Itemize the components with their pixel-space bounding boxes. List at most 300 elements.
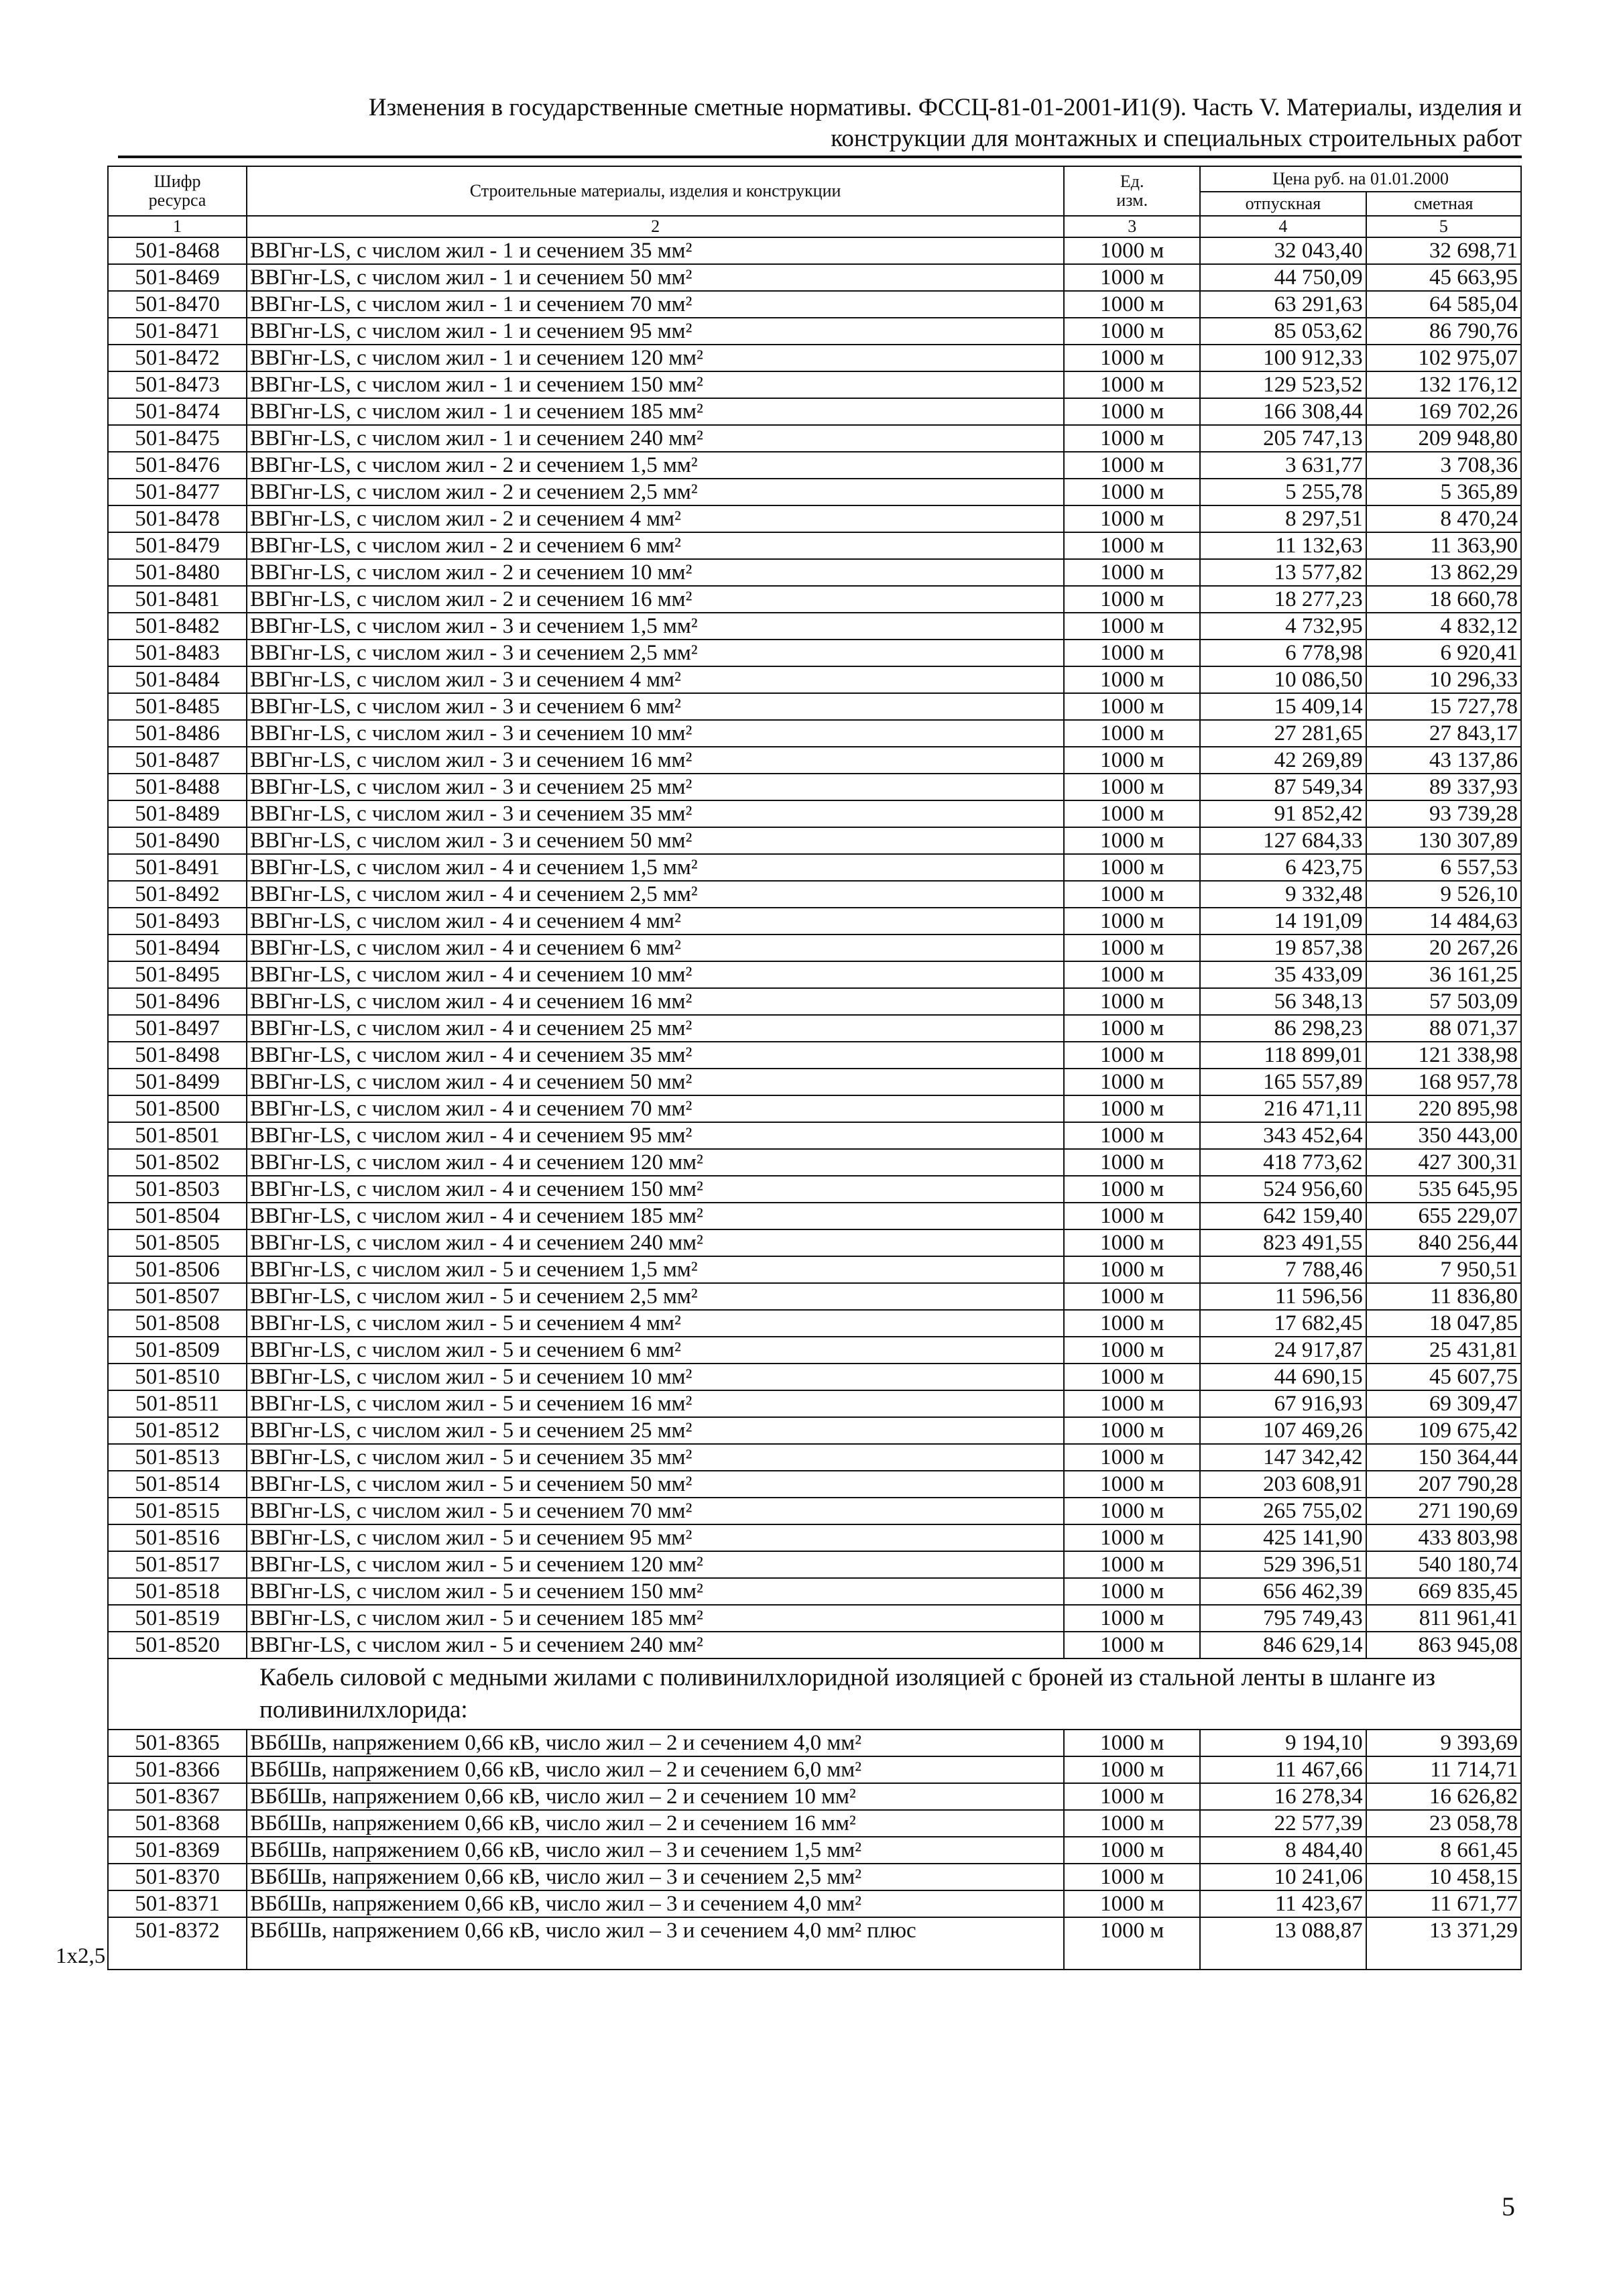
row-name: ВВГнг-LS, с числом жил - 5 и сечением 6 мм² [247, 1337, 1064, 1364]
row-name: ВВГнг-LS, с числом жил - 4 и сечением 6 мм² [247, 934, 1064, 961]
row-price-estimate: 840 256,44 [1366, 1229, 1521, 1256]
table-row [108, 1730, 1521, 1756]
row-price-estimate: 8 470,24 [1366, 505, 1521, 532]
row-price-release: 8 297,51 [1200, 505, 1366, 532]
row-price-estimate: 130 307,89 [1366, 827, 1521, 854]
row-code: 501-8512 [108, 1417, 247, 1444]
table-row [108, 559, 1521, 586]
row-price-release: 6 423,75 [1200, 854, 1366, 881]
row-code: 501-8482 [108, 613, 247, 640]
row-unit: 1000 м [1064, 1632, 1200, 1658]
row-code: 501-8485 [108, 693, 247, 720]
row-code: 501-8517 [108, 1551, 247, 1578]
row-unit: 1000 м [1064, 452, 1200, 479]
row-price-release: 5 255,78 [1200, 479, 1366, 505]
table-row [108, 1783, 1521, 1810]
row-price-estimate: 13 862,29 [1366, 559, 1521, 586]
table-row [108, 934, 1521, 961]
row-code: 501-8519 [108, 1605, 247, 1632]
row-name: ВВГнг-LS, с числом жил - 2 и сечением 1,5 мм² [247, 452, 1064, 479]
row-price-release: 67 916,93 [1200, 1390, 1366, 1417]
row-unit: 1000 м [1064, 1578, 1200, 1605]
table-row [108, 1015, 1521, 1042]
row-code: 501-8486 [108, 720, 247, 747]
row-unit: 1000 м [1064, 613, 1200, 640]
row-name: ВВГнг-LS, с числом жил - 5 и сечением 16 мм² [247, 1390, 1064, 1417]
row-code: 501-8469 [108, 264, 247, 291]
row-name: ВВГнг-LS, с числом жил - 3 и сечением 10 мм² [247, 720, 1064, 747]
row-price-release: 118 899,01 [1200, 1042, 1366, 1069]
row-name-text: ВБбШв, напряжением 0,66 кВ, число жил – 3 и сечением 4,0 мм² плюс [249, 1919, 916, 1943]
row-price-estimate: 86 790,76 [1366, 318, 1521, 345]
row-code: 501-8498 [108, 1042, 247, 1069]
page-number: 5 [1502, 2191, 1515, 2222]
row-name: ВВГнг-LS, с числом жил - 5 и сечением 95 мм² [247, 1524, 1064, 1551]
row-name: ВБбШв, напряжением 0,66 кВ, число жил – 2 и сечением 6,0 мм² [247, 1756, 1064, 1783]
row-name: ВВГнг-LS, с числом жил - 1 и сечением 50 мм² [247, 264, 1064, 291]
table-head [108, 166, 1521, 237]
row-code: 501-8366 [108, 1756, 247, 1783]
row-code: 501-8472 [108, 345, 247, 371]
table-row [108, 1444, 1521, 1471]
row-unit: 1000 м [1064, 559, 1200, 586]
row-name: ВВГнг-LS, с числом жил - 4 и сечением 25 мм² [247, 1015, 1064, 1042]
row-price-estimate: 271 190,69 [1366, 1498, 1521, 1524]
row-price-release: 14 191,09 [1200, 908, 1366, 934]
row-price-estimate: 23 058,78 [1366, 1810, 1521, 1837]
row-code: 501-8491 [108, 854, 247, 881]
row-code: 501-8476 [108, 452, 247, 479]
row-price-release: 216 471,11 [1200, 1095, 1366, 1122]
col-header-release: отпускная [1200, 192, 1366, 216]
row-unit: 1000 м [1064, 1444, 1200, 1471]
row-code: 501-8503 [108, 1176, 247, 1203]
colnum-3: 3 [1064, 216, 1200, 237]
row-unit: 1000 м [1064, 640, 1200, 666]
table-row [108, 505, 1521, 532]
row-price-estimate: 10 296,33 [1366, 666, 1521, 693]
row-price-estimate: 18 660,78 [1366, 586, 1521, 613]
row-price-estimate: 64 585,04 [1366, 291, 1521, 318]
row-name: ВВГнг-LS, с числом жил - 4 и сечением 50 мм² [247, 1069, 1064, 1095]
row-code: 501-8474 [108, 398, 247, 425]
table-row [108, 1498, 1521, 1524]
row-name: ВВГнг-LS, с числом жил - 4 и сечением 70 мм² [247, 1095, 1064, 1122]
table-row [108, 666, 1521, 693]
row-price-estimate: 25 431,81 [1366, 1337, 1521, 1364]
row-price-release: 27 281,65 [1200, 720, 1366, 747]
table-row [108, 908, 1521, 934]
row-code: 501-8492 [108, 881, 247, 908]
row-price-estimate: 45 607,75 [1366, 1364, 1521, 1390]
row-unit: 1000 м [1064, 1524, 1200, 1551]
row-price-release: 42 269,89 [1200, 747, 1366, 774]
table-row [108, 1417, 1521, 1444]
row-unit: 1000 м [1064, 318, 1200, 345]
row-unit: 1000 м [1064, 532, 1200, 559]
row-price-estimate: 9 526,10 [1366, 881, 1521, 908]
table-row [108, 398, 1521, 425]
table-row [108, 881, 1521, 908]
row-price-estimate: 433 803,98 [1366, 1524, 1521, 1551]
row-code: 501-8488 [108, 774, 247, 800]
row-code: 501-8496 [108, 988, 247, 1015]
row-name: ВБбШв, напряжением 0,66 кВ, число жил – 3 и сечением 1,5 мм² [247, 1837, 1064, 1864]
row-code: 501-8468 [108, 237, 247, 264]
row-name-continued: 1х2,5 [55, 1944, 106, 1968]
row-name: ВВГнг-LS, с числом жил - 1 и сечением 70 мм² [247, 291, 1064, 318]
row-name: ВВГнг-LS, с числом жил - 1 и сечением 185 мм² [247, 398, 1064, 425]
row-name: ВБбШв, напряжением 0,66 кВ, число жил – 3 и сечением 4,0 мм² [247, 1890, 1064, 1917]
row-name: ВВГнг-LS, с числом жил - 1 и сечением 35 мм² [247, 237, 1064, 264]
column-number-row [108, 216, 1521, 237]
row-price-estimate: 121 338,98 [1366, 1042, 1521, 1069]
row-code: 501-8510 [108, 1364, 247, 1390]
table-row [108, 613, 1521, 640]
row-name: ВВГнг-LS, с числом жил - 5 и сечением 4 мм² [247, 1310, 1064, 1337]
row-price-release: 35 433,09 [1200, 961, 1366, 988]
row-code: 501-8511 [108, 1390, 247, 1417]
row-unit: 1000 м [1064, 747, 1200, 774]
row-name: ВБбШв, напряжением 0,66 кВ, число жил – 2 и сечением 4,0 мм² [247, 1730, 1064, 1756]
row-name: ВВГнг-LS, с числом жил - 5 и сечением 2,5 мм² [247, 1283, 1064, 1310]
row-name: ВВГнг-LS, с числом жил - 2 и сечением 10 мм² [247, 559, 1064, 586]
row-price-release: 86 298,23 [1200, 1015, 1366, 1042]
table-last [55, 1917, 1521, 1970]
table-row [108, 747, 1521, 774]
row-price-estimate: 207 790,28 [1366, 1471, 1521, 1498]
row-code: 501-8489 [108, 800, 247, 827]
row-price-estimate: 102 975,07 [1366, 345, 1521, 371]
row-code: 501-8504 [108, 1203, 247, 1229]
row-unit: 1000 м [1064, 1015, 1200, 1042]
row-price-release: 17 682,45 [1200, 1310, 1366, 1337]
table-row [108, 1069, 1521, 1095]
row-code: 501-8471 [108, 318, 247, 345]
row-name: ВВГнг-LS, с числом жил - 1 и сечением 95 мм² [247, 318, 1064, 345]
row-unit: 1000 м [1064, 666, 1200, 693]
row-name: ВВГнг-LS, с числом жил - 4 и сечением 10 мм² [247, 961, 1064, 988]
row-price-release: 85 053,62 [1200, 318, 1366, 345]
row-code: 501-8505 [108, 1229, 247, 1256]
row-code: 501-8480 [108, 559, 247, 586]
row-name: ВВГнг-LS, с числом жил - 3 и сечением 35 мм² [247, 800, 1064, 827]
table-row [108, 1149, 1521, 1176]
row-unit: 1000 м [1064, 1203, 1200, 1229]
row-price-release: 7 788,46 [1200, 1256, 1366, 1283]
row-name: ВВГнг-LS, с числом жил - 5 и сечением 35 мм² [247, 1444, 1064, 1471]
header-line-2: конструкции для монтажных и специальных строительных работ [831, 125, 1522, 152]
row-unit: 1000 м [1064, 1364, 1200, 1390]
row-price-estimate: 15 727,78 [1366, 693, 1521, 720]
row-price-release: 4 732,95 [1200, 613, 1366, 640]
table-row [108, 318, 1521, 345]
row-price-estimate: 89 337,93 [1366, 774, 1521, 800]
row-price-release: 11 423,67 [1200, 1890, 1366, 1917]
col-header-estimate: сметная [1366, 192, 1521, 216]
row-code: 501-8487 [108, 747, 247, 774]
row-price-estimate: 168 957,78 [1366, 1069, 1521, 1095]
row-price-release: 13 088,87 [1200, 1917, 1366, 1970]
row-price-release: 22 577,39 [1200, 1810, 1366, 1837]
row-name: ВВГнг-LS, с числом жил - 4 и сечением 185 мм² [247, 1203, 1064, 1229]
colnum-1: 1 [108, 216, 247, 237]
row-unit: 1000 м [1064, 961, 1200, 988]
row-name: ВВГнг-LS, с числом жил - 5 и сечением 1,5 мм² [247, 1256, 1064, 1283]
table-row [108, 827, 1521, 854]
table-row [108, 1337, 1521, 1364]
row-unit: 1000 м [1064, 1471, 1200, 1498]
row-price-release: 9 332,48 [1200, 881, 1366, 908]
row-name: ВБбШв, напряжением 0,66 кВ, число жил – 2 и сечением 16 мм² [247, 1810, 1064, 1837]
row-unit: 1000 м [1064, 1095, 1200, 1122]
row-price-release: 418 773,62 [1200, 1149, 1366, 1176]
row-price-release: 11 132,63 [1200, 532, 1366, 559]
row-name: ВВГнг-LS, с числом жил - 4 и сечением 35 мм² [247, 1042, 1064, 1069]
row-price-estimate: 11 714,71 [1366, 1756, 1521, 1783]
header-line-1: Изменения в государственные сметные нормативы. ФССЦ-81-01-2001-И1(9). Часть V. Материалы, изделия и [368, 94, 1522, 121]
row-unit: 1000 м [1064, 264, 1200, 291]
row-price-estimate: 11 363,90 [1366, 532, 1521, 559]
row-code: 501-8501 [108, 1122, 247, 1149]
table-row [108, 1551, 1521, 1578]
row-code: 501-8470 [108, 291, 247, 318]
row-price-release: 529 396,51 [1200, 1551, 1366, 1578]
row-price-estimate: 427 300,31 [1366, 1149, 1521, 1176]
row-code: 501-8367 [108, 1783, 247, 1810]
row-unit: 1000 м [1064, 237, 1200, 264]
row-code: 501-8499 [108, 1069, 247, 1095]
table-row [108, 1310, 1521, 1337]
table-row [108, 1176, 1521, 1203]
row-name: ВВГнг-LS, с числом жил - 2 и сечением 4 мм² [247, 505, 1064, 532]
row-price-release: 147 342,42 [1200, 1444, 1366, 1471]
table-row [108, 291, 1521, 318]
row-code: 501-8371 [108, 1890, 247, 1917]
row-price-release: 642 159,40 [1200, 1203, 1366, 1229]
col-header-price: Цена руб. на 01.01.2000 [1200, 166, 1521, 192]
row-price-estimate: 811 961,41 [1366, 1605, 1521, 1632]
row-unit: 1000 м [1064, 988, 1200, 1015]
col-header-unit: Ед. изм. [1064, 166, 1200, 216]
row-unit: 1000 м [1064, 1176, 1200, 1203]
row-price-release: 165 557,89 [1200, 1069, 1366, 1095]
row-unit: 1000 м [1064, 774, 1200, 800]
table-row [108, 774, 1521, 800]
row-price-estimate: 57 503,09 [1366, 988, 1521, 1015]
row-price-estimate: 4 832,12 [1366, 613, 1521, 640]
row-code: 501-8493 [108, 908, 247, 934]
table-body-vvg [108, 237, 1521, 1658]
table-row [108, 371, 1521, 398]
row-unit: 1000 м [1064, 1283, 1200, 1310]
table-row [108, 1632, 1521, 1658]
row-name: ВВГнг-LS, с числом жил - 3 и сечением 2,5 мм² [247, 640, 1064, 666]
table-row [108, 1917, 1521, 1970]
row-unit: 1000 м [1064, 1122, 1200, 1149]
row-price-release: 44 750,09 [1200, 264, 1366, 291]
row-price-release: 129 523,52 [1200, 371, 1366, 398]
row-price-release: 100 912,33 [1200, 345, 1366, 371]
table-row [108, 1364, 1521, 1390]
row-price-release: 3 631,77 [1200, 452, 1366, 479]
row-name: ВВГнг-LS, с числом жил - 5 и сечением 25 мм² [247, 1417, 1064, 1444]
row-code: 501-8372 [108, 1917, 247, 1970]
row-price-estimate: 32 698,71 [1366, 237, 1521, 264]
row-unit: 1000 м [1064, 1890, 1200, 1917]
row-price-estimate: 209 948,80 [1366, 425, 1521, 452]
row-price-release: 56 348,13 [1200, 988, 1366, 1015]
table-row [108, 1471, 1521, 1498]
row-price-release: 9 194,10 [1200, 1730, 1366, 1756]
row-code: 501-8500 [108, 1095, 247, 1122]
row-price-estimate: 88 071,37 [1366, 1015, 1521, 1042]
row-price-release: 15 409,14 [1200, 693, 1366, 720]
row-name: ВВГнг-LS, с числом жил - 4 и сечением 16 мм² [247, 988, 1064, 1015]
row-unit: 1000 м [1064, 1310, 1200, 1337]
row-price-estimate: 10 458,15 [1366, 1864, 1521, 1890]
row-price-release: 846 629,14 [1200, 1632, 1366, 1658]
row-unit: 1000 м [1064, 1337, 1200, 1364]
row-unit: 1000 м [1064, 1256, 1200, 1283]
colnum-2: 2 [247, 216, 1064, 237]
row-price-release: 91 852,42 [1200, 800, 1366, 827]
row-price-release: 205 747,13 [1200, 425, 1366, 452]
row-name: ВВГнг-LS, с числом жил - 3 и сечением 1,5 мм² [247, 613, 1064, 640]
row-name: ВВГнг-LS, с числом жил - 5 и сечением 120 мм² [247, 1551, 1064, 1578]
table-row [108, 1578, 1521, 1605]
row-code: 501-8370 [108, 1864, 247, 1890]
col-header-code: Шифр ресурса [108, 166, 247, 216]
table-row [108, 1756, 1521, 1783]
row-name: ВВГнг-LS, с числом жил - 4 и сечением 2,5 мм² [247, 881, 1064, 908]
table-section [108, 1658, 1521, 1730]
row-price-estimate: 14 484,63 [1366, 908, 1521, 934]
table-row [108, 532, 1521, 559]
row-code: 501-8495 [108, 961, 247, 988]
row-name: ВБбШв, напряжением 0,66 кВ, число жил – 3 и сечением 2,5 мм² [247, 1864, 1064, 1890]
row-price-release: 10 241,06 [1200, 1864, 1366, 1890]
row-price-release: 425 141,90 [1200, 1524, 1366, 1551]
row-price-estimate: 27 843,17 [1366, 720, 1521, 747]
row-unit: 1000 м [1064, 1605, 1200, 1632]
row-price-release: 24 917,87 [1200, 1337, 1366, 1364]
row-name: ВВГнг-LS, с числом жил - 3 и сечением 16 мм² [247, 747, 1064, 774]
table-row [108, 586, 1521, 613]
row-name: ВВГнг-LS, с числом жил - 1 и сечением 150 мм² [247, 371, 1064, 398]
row-unit: 1000 м [1064, 1783, 1200, 1810]
row-code: 501-8514 [108, 1471, 247, 1498]
colnum-5: 5 [1366, 216, 1521, 237]
row-price-estimate: 150 364,44 [1366, 1444, 1521, 1471]
row-unit: 1000 м [1064, 934, 1200, 961]
row-name: ВВГнг-LS, с числом жил - 5 и сечением 150 мм² [247, 1578, 1064, 1605]
row-price-release: 63 291,63 [1200, 291, 1366, 318]
row-unit: 1000 м [1064, 1730, 1200, 1756]
row-unit: 1000 м [1064, 1551, 1200, 1578]
row-code: 501-8513 [108, 1444, 247, 1471]
row-price-estimate: 7 950,51 [1366, 1256, 1521, 1283]
row-code: 501-8490 [108, 827, 247, 854]
row-price-release: 524 956,60 [1200, 1176, 1366, 1203]
row-price-release: 44 690,15 [1200, 1364, 1366, 1390]
row-unit: 1000 м [1064, 371, 1200, 398]
row-unit: 1000 м [1064, 1917, 1200, 1970]
row-price-estimate: 18 047,85 [1366, 1310, 1521, 1337]
row-unit: 1000 м [1064, 1229, 1200, 1256]
row-name: ВВГнг-LS, с числом жил - 3 и сечением 6 мм² [247, 693, 1064, 720]
row-name: ВБбШв, напряжением 0,66 кВ, число жил – 2 и сечением 10 мм² [247, 1783, 1064, 1810]
row-unit: 1000 м [1064, 291, 1200, 318]
table-row [108, 1122, 1521, 1149]
row-unit: 1000 м [1064, 1417, 1200, 1444]
table-row [108, 1042, 1521, 1069]
section-title: Кабель силовой с медными жилами с поливинилхлоридной изоляцией с броней из стальной ленты в шланге из поливинилхлорида: [108, 1658, 1521, 1730]
table-row [108, 237, 1521, 264]
row-code: 501-8473 [108, 371, 247, 398]
row-code: 501-8509 [108, 1337, 247, 1364]
row-code: 501-8507 [108, 1283, 247, 1310]
row-price-estimate: 11 836,80 [1366, 1283, 1521, 1310]
row-price-release: 10 086,50 [1200, 666, 1366, 693]
row-unit: 1000 м [1064, 1756, 1200, 1783]
table-row [108, 988, 1521, 1015]
row-unit: 1000 м [1064, 479, 1200, 505]
row-name: ВВГнг-LS, с числом жил - 4 и сечением 240 мм² [247, 1229, 1064, 1256]
row-code: 501-8497 [108, 1015, 247, 1042]
row-price-release: 823 491,55 [1200, 1229, 1366, 1256]
row-price-estimate: 6 920,41 [1366, 640, 1521, 666]
row-price-estimate: 109 675,42 [1366, 1417, 1521, 1444]
table-row [108, 479, 1521, 505]
row-price-estimate: 16 626,82 [1366, 1783, 1521, 1810]
row-price-estimate: 540 180,74 [1366, 1551, 1521, 1578]
row-unit: 1000 м [1064, 1149, 1200, 1176]
row-unit: 1000 м [1064, 1069, 1200, 1095]
table-row [108, 345, 1521, 371]
table-row [108, 1864, 1521, 1890]
row-price-estimate: 8 661,45 [1366, 1837, 1521, 1864]
row-price-release: 11 596,56 [1200, 1283, 1366, 1310]
table-row [108, 1605, 1521, 1632]
row-unit: 1000 м [1064, 1864, 1200, 1890]
row-name: ВВГнг-LS, с числом жил - 2 и сечением 6 мм² [247, 532, 1064, 559]
table-row [108, 854, 1521, 881]
row-price-estimate: 20 267,26 [1366, 934, 1521, 961]
row-price-estimate: 169 702,26 [1366, 398, 1521, 425]
row-code: 501-8483 [108, 640, 247, 666]
row-price-estimate: 350 443,00 [1366, 1122, 1521, 1149]
table-row [108, 1810, 1521, 1837]
row-unit: 1000 м [1064, 827, 1200, 854]
row-price-release: 16 278,34 [1200, 1783, 1366, 1810]
colnum-4: 4 [1200, 216, 1366, 237]
table-row [108, 425, 1521, 452]
table-row [108, 720, 1521, 747]
row-price-release: 8 484,40 [1200, 1837, 1366, 1864]
row-code: 501-8508 [108, 1310, 247, 1337]
table-body-vbbshv [108, 1730, 1521, 1917]
row-code: 501-8365 [108, 1730, 247, 1756]
row-unit: 1000 м [1064, 720, 1200, 747]
row-price-estimate: 13 371,29 [1366, 1917, 1521, 1970]
row-name: ВВГнг-LS, с числом жил - 3 и сечением 25 мм² [247, 774, 1064, 800]
row-price-release: 107 469,26 [1200, 1417, 1366, 1444]
row-price-estimate: 5 365,89 [1366, 479, 1521, 505]
table-row [108, 1890, 1521, 1917]
row-price-estimate: 9 393,69 [1366, 1730, 1521, 1756]
row-price-estimate: 535 645,95 [1366, 1176, 1521, 1203]
